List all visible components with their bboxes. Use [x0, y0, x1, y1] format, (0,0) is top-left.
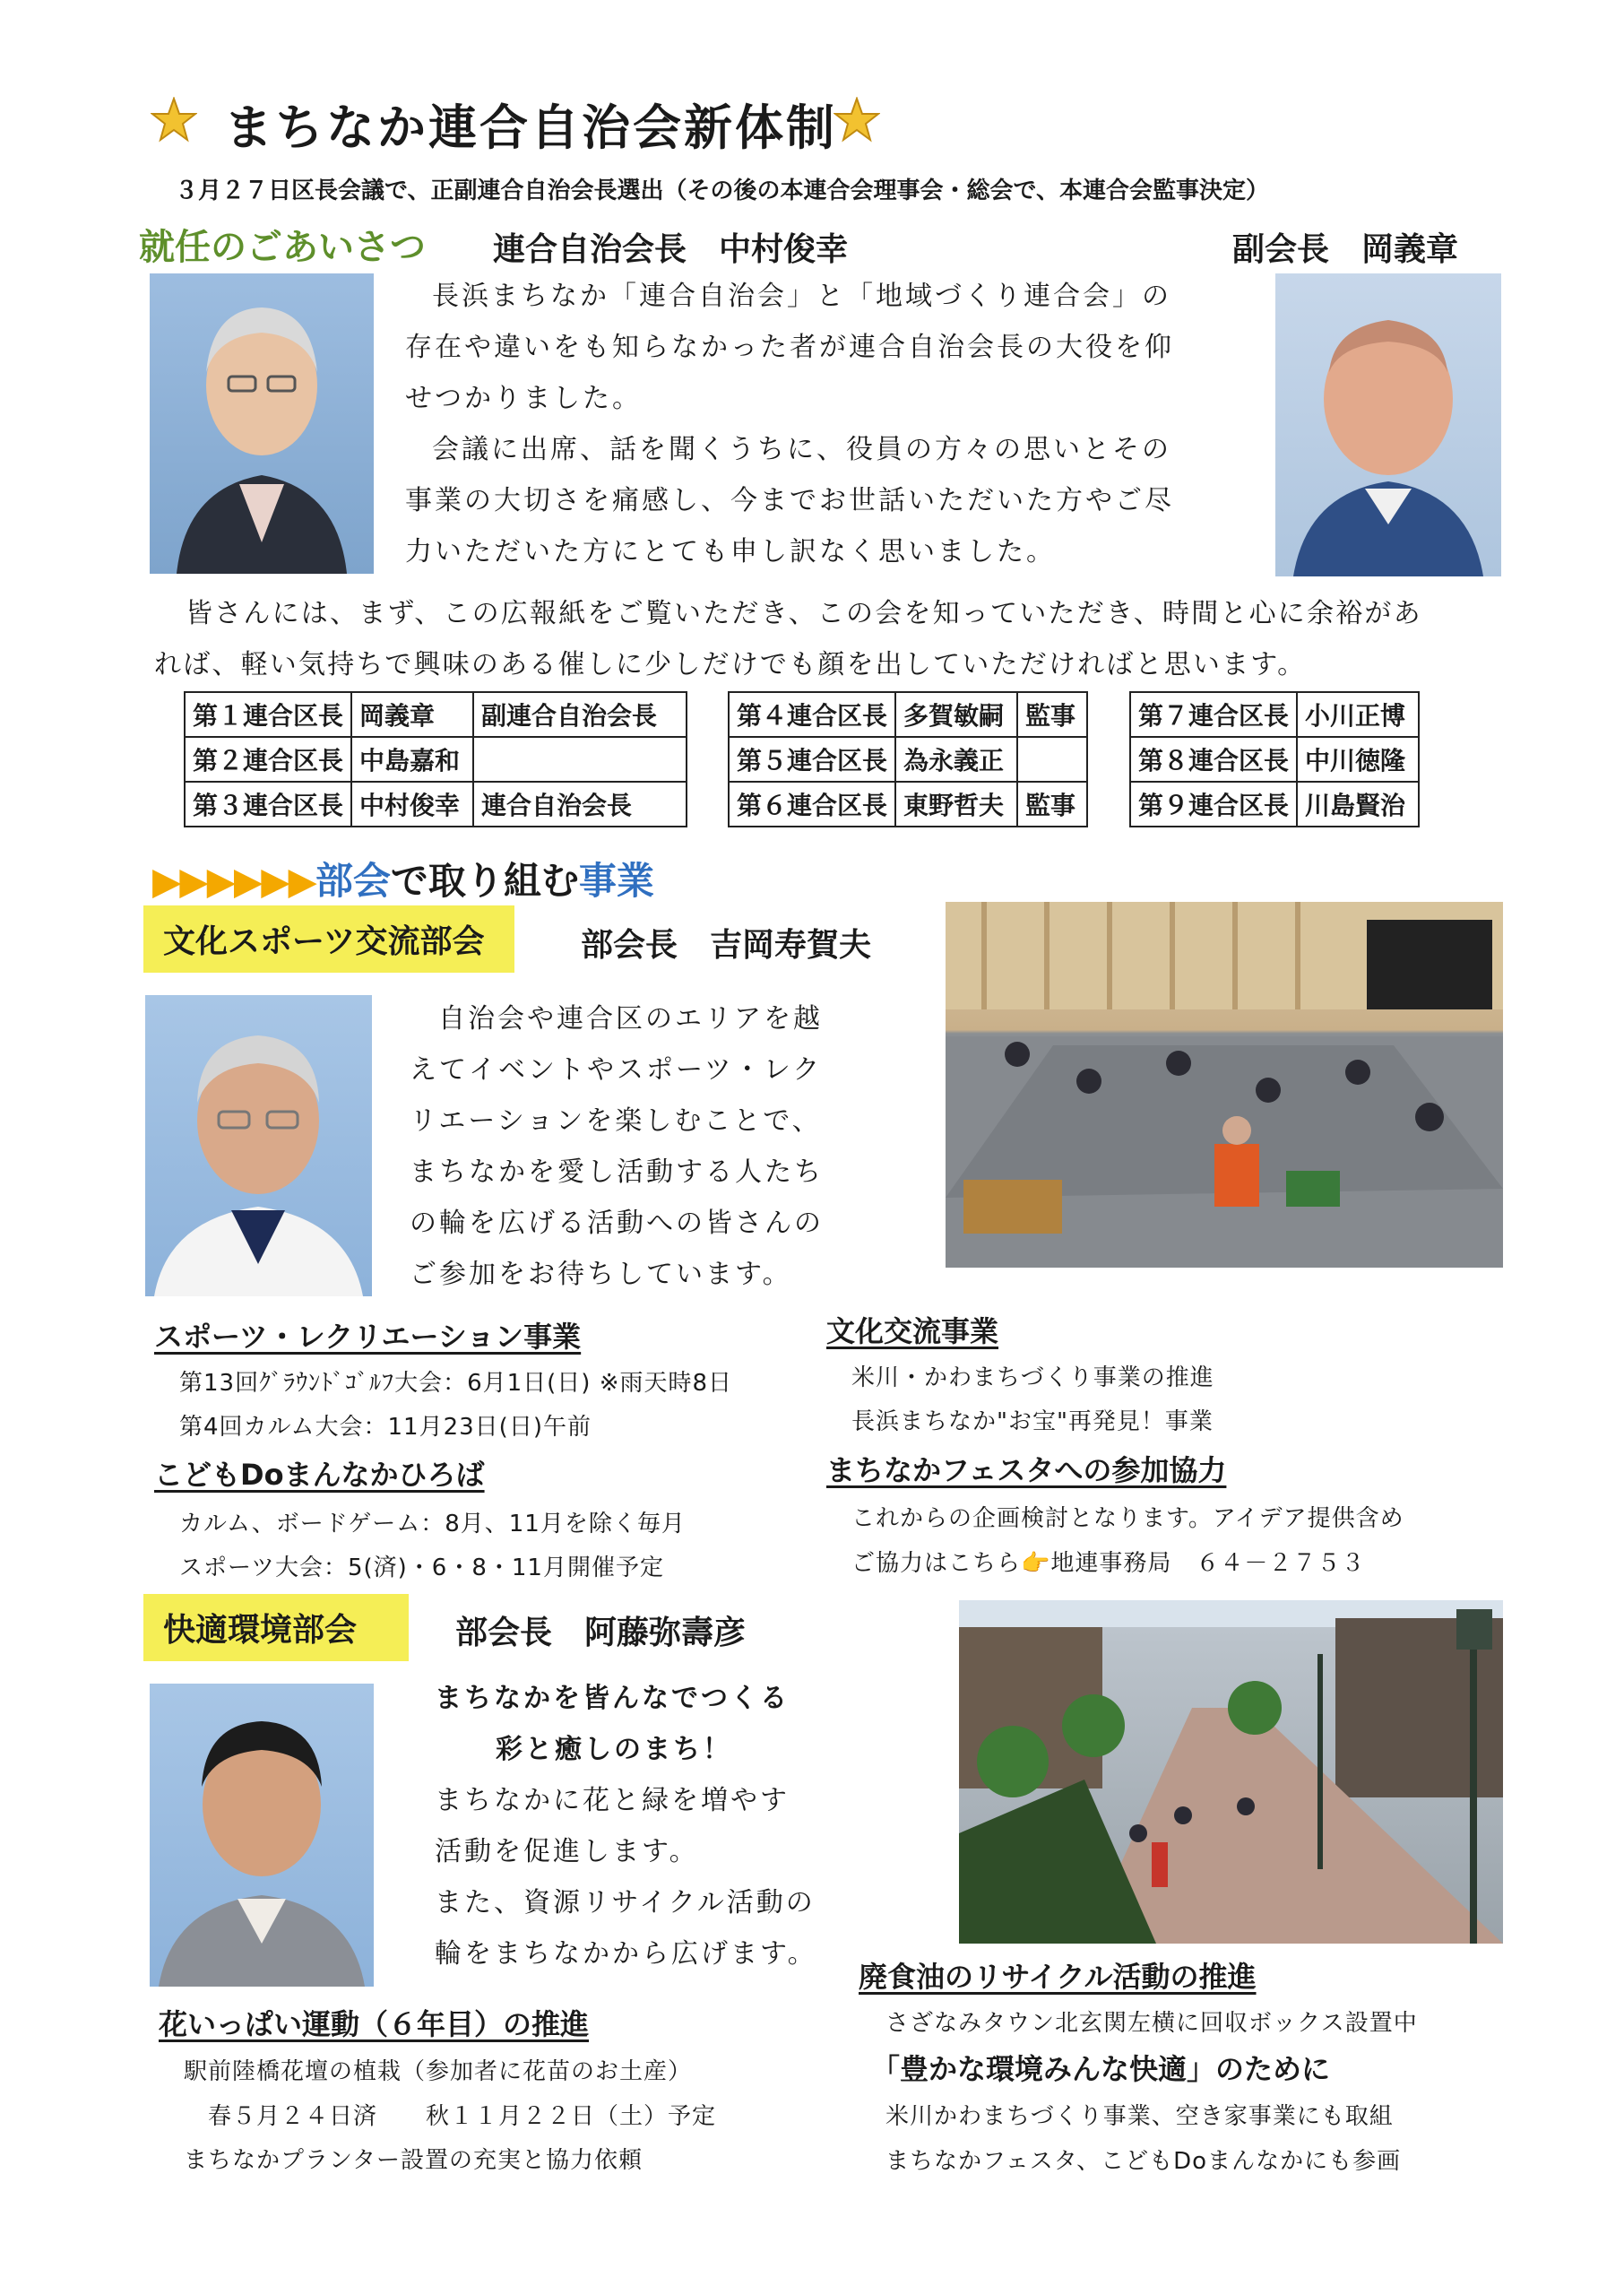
officers-table-1: [184, 691, 687, 827]
greeting-wide-text: 皆さんには、まず、この広報紙をご覧いただき、この会を知っていただき、時間と心に余裕があ れば、軽い気持ちで興味のある催しに少しだけでも顔を出していただければと思います。: [154, 598, 1422, 680]
event-photo: [946, 902, 1503, 1268]
festa-contact: ご協力はこちら👉地連事務局 ６４－２７５３: [851, 1550, 1366, 1577]
kids-item: カルム、ボードゲーム：8月、11月を除く毎月: [179, 1511, 686, 1537]
environment-dept-tag: 快適環境部会: [143, 1594, 409, 1661]
flower-title: 花いっぱい運動（６年目）の推進: [159, 2007, 590, 2041]
greeting-heading: 就任のごあいさつ: [139, 227, 426, 268]
greeting-text: 長浜まちなか「連合自治会」と「地域づくり連合会」の 存在や違いをも知らなかった者が連合自治会長の大役を仰 せつかりました。 会議に出席、話を聞くうちに、役員の方々の思いとその 事業の大切さを痛感し、今までお世話いただいた方やご尽 力いただいた方にとても申し訳なく思いました。: [405, 281, 1174, 567]
environment-head-photo: [150, 1684, 374, 1987]
officers-table-3: [1129, 691, 1420, 827]
festa-title: まちなかフェスタへの参加協力: [826, 1453, 1227, 1487]
flower-item: 春５月２４日済 秋１１月２２日（土）予定: [208, 2103, 717, 2130]
vice-president-photo: [1275, 273, 1501, 576]
president-name: 連合自治会長 中村俊幸: [493, 231, 849, 268]
sports-item: 第4回カルム大会：11月23日(日)午前: [179, 1414, 592, 1441]
sports-title: スポーツ・レクリエーション事業: [154, 1320, 582, 1354]
kids-item: スポーツ大会：5(済)・6・8・11月開催予定: [179, 1555, 664, 1581]
subtitle: ３月２７日区長会議で、正副連合自治会長選出（その後の本連合会理事会・総会で、本連合会監事決定）: [175, 178, 1269, 204]
table-row: 第５連合区長 為永義正: [729, 737, 1087, 782]
arrow-icons: ▶▶▶▶▶▶: [152, 859, 315, 903]
table-row: 第７連合区長 小川正博: [1130, 692, 1419, 737]
president-photo: [150, 273, 374, 574]
culture-head-photo: [145, 995, 372, 1296]
vice-president-name: 副会長 岡義章: [1232, 231, 1459, 268]
projects-heading: ▶▶▶▶▶▶部会で取り組む事業: [152, 859, 654, 903]
bunka-title: 文化交流事業: [826, 1314, 999, 1348]
rich-item: まちなかフェスタ、こどもDoまんなかにも参画: [885, 2148, 1402, 2175]
table-row: 第４連合区長 多賀敏嗣 監事: [729, 692, 1087, 737]
culture-dept-tag: 文化スポーツ交流部会: [143, 905, 514, 973]
bunka-item: 米川・かわまちづくり事業の推進: [851, 1364, 1214, 1391]
kids-title: こどもDoまんなかひろば: [154, 1458, 485, 1492]
page-title: まちなか連合自治会新体制: [224, 100, 837, 156]
environment-slogan: まちなかを皆んなでつくる 彩と癒しのまち！: [435, 1683, 790, 1765]
star-icon: [151, 97, 197, 143]
star-icon: [834, 97, 880, 143]
bunka-item: 長浜まちなか"お宝"再発見！事業: [851, 1408, 1214, 1435]
table-row: 第３連合区長 中村俊幸 連合自治会長: [185, 782, 687, 827]
oil-item: さざなみタウン北玄関左横に回収ボックス設置中: [885, 2010, 1418, 2037]
festa-item: これからの企画検討となります。アイデア提供含め: [851, 1505, 1404, 1532]
rich-title: 「豊かな環境みんな快適」のために: [871, 2052, 1331, 2086]
table-row: 第９連合区長 川島賢治: [1130, 782, 1419, 827]
oil-title: 廃食油のリサイクル活動の推進: [859, 1960, 1257, 1994]
street-photo: [959, 1600, 1503, 1944]
officers-table-2: [728, 691, 1088, 827]
sports-item: 第13回ｸﾞﾗｳﾝﾄﾞｺﾞﾙﾌ大会：6月1日(日) ※雨天時8日: [179, 1370, 733, 1397]
table-row: 第２連合区長 中島嘉和: [185, 737, 687, 782]
table-row: 第６連合区長 東野哲夫 監事: [729, 782, 1087, 827]
culture-head: 部会長 吉岡寿賀夫: [581, 927, 872, 964]
flower-item: 駅前陸橋花壇の植栽（参加者に花苗のお土産）: [184, 2058, 693, 2085]
culture-text: 自治会や連合区のエリアを越 えてイベントやスポーツ・レク リエーションを楽しむことで、 まちなかを愛し活動する人たち の輪を広げる活動への皆さんの ご参加をお待ちしています。: [410, 1003, 824, 1290]
table-row: 第８連合区長 中川徳隆: [1130, 737, 1419, 782]
rich-item: 米川かわまちづくり事業、空き家事業にも取組: [885, 2103, 1394, 2130]
environment-text: まちなかに花と緑を増やす 活動を促進します。 また、資源リサイクル活動の 輪をまちなかから広げます。: [435, 1785, 817, 1970]
environment-head: 部会長 阿藤弥壽彦: [455, 1615, 747, 1651]
table-row: 第１連合区長 岡義章 副連合自治会長: [185, 692, 687, 737]
flower-item: まちなかプランター設置の充実と協力依頼: [184, 2147, 643, 2174]
